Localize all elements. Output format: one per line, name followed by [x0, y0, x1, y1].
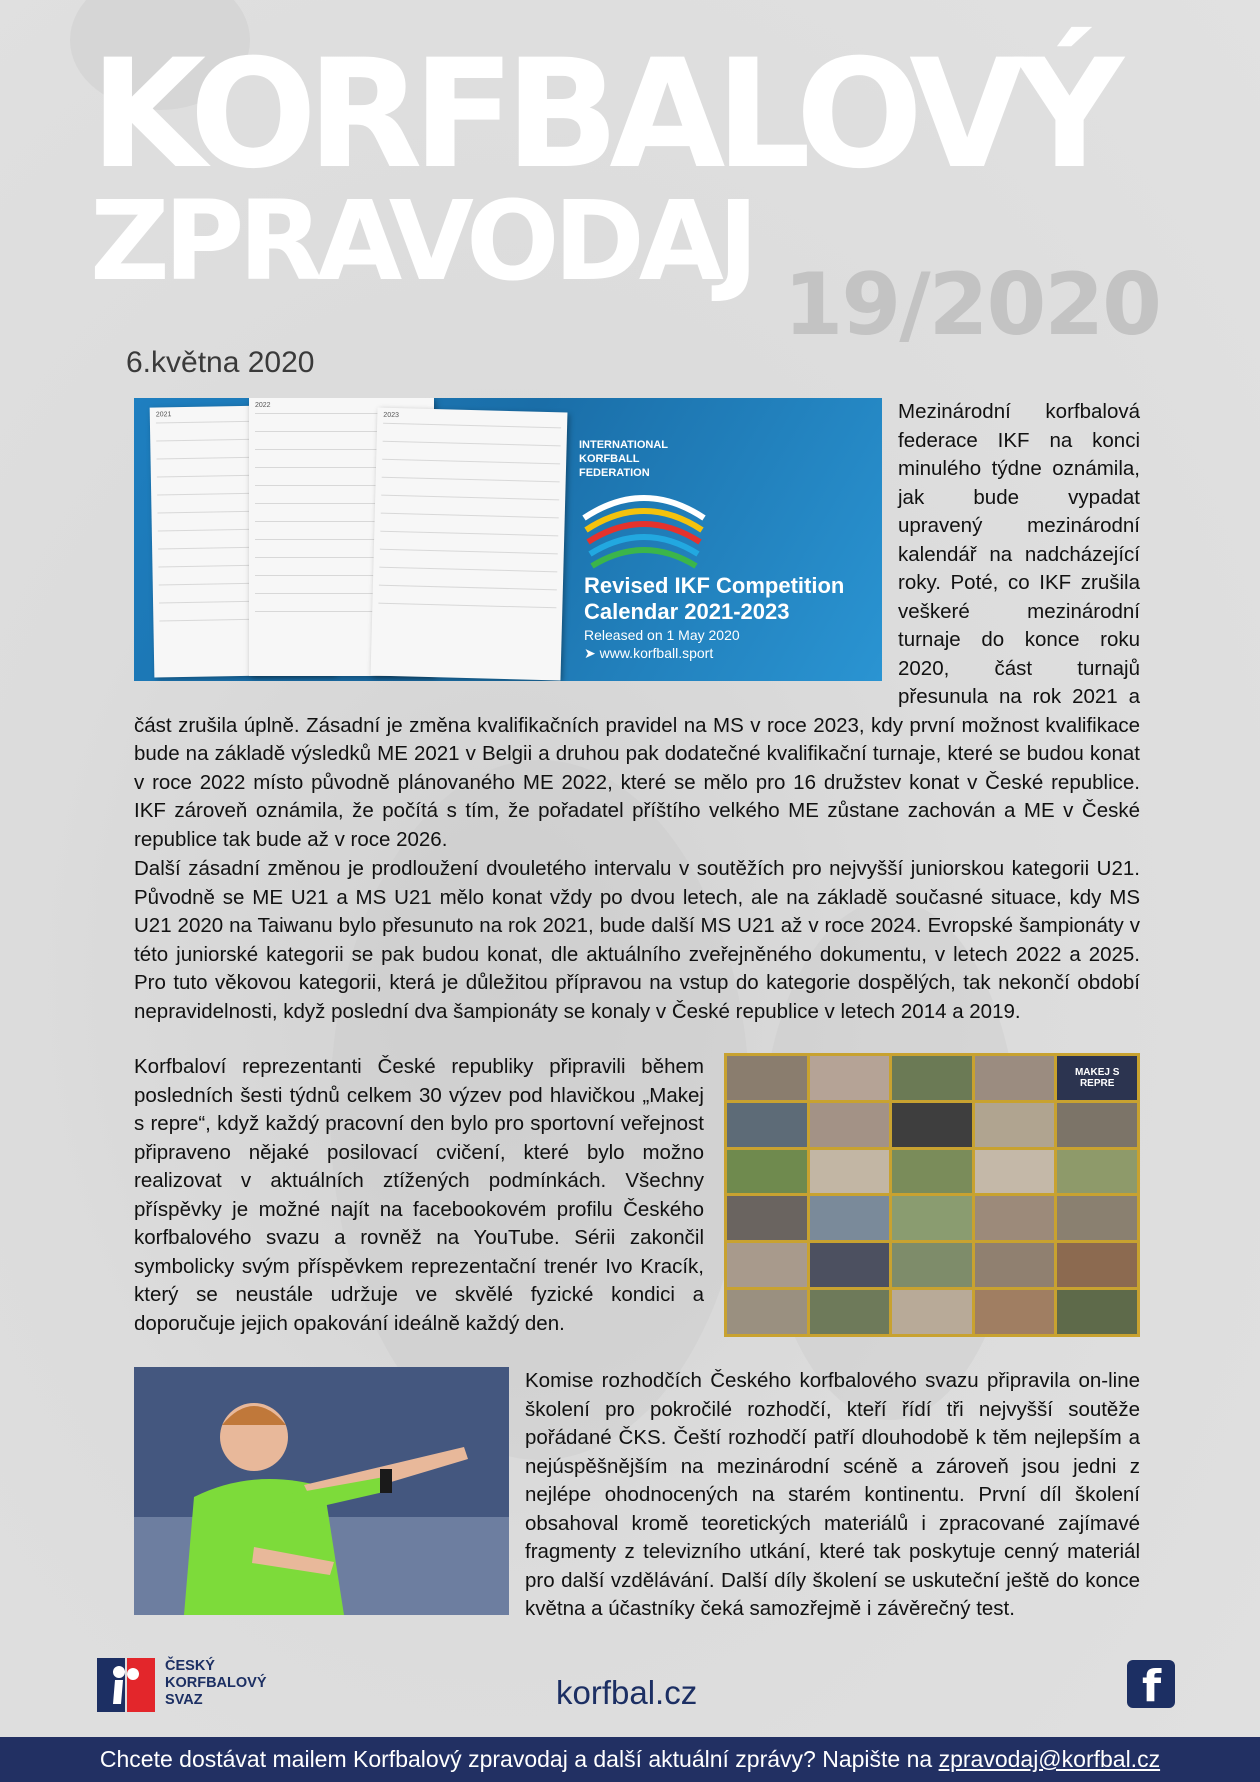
- photo-tile: [1057, 1150, 1137, 1194]
- article-text: Mezinárodní korfbalová federace IKF na konci minulého týdne oznámila, jak bude vypadat upravený mezinárodní kalendář na nadcházející roky. Poté, co IKF zrušila veškeré mezinárodní turnaje do konce roku 2020, část turnajů přesunula na rok 2021 a část zrušila úplně. Zásadní je změna kvalifikačních pravidel na MS v roce 2023, kdy první možnost kvalifikace bude na základě výsledků ME 2021 v Belgii a druhou pak dodatečné kvalifikační turnaje, které se budou konat v roce 2022 místo původně plánovaného ME 2022, které se mělo pro 16 družstev konat v České republice. IKF zároveň oznámila, že počítá s tím, že pořadatel příštího velkého ME zůstane zachován a ME v České republice tak bude až v roce 2026.: [134, 400, 1140, 851]
- photo-tile: [975, 1290, 1055, 1334]
- referee-figure: [134, 1367, 509, 1615]
- issue-number: 19/2020: [783, 255, 1160, 355]
- ikf-banner-subtitle: Released on 1 May 2020 ➤ www.korfball.sport: [584, 627, 740, 661]
- photo-tile: [975, 1243, 1055, 1287]
- photo-tile: [975, 1196, 1055, 1240]
- cks-logo-icon: [97, 1658, 155, 1712]
- ikf-calendar-image: [134, 398, 882, 681]
- photo-tile: [892, 1196, 972, 1240]
- article-text: Korfbaloví reprezentanti České republiky připravili během posledních šesti týdnů celkem 30 výzev pod hlavičkou „Makej s repre“, když každý pracovní den bylo pro sportovní veřejnost připraveno nějaké posilovací cvičení, které bylo možno realizovat v aktuálních ztížených podmínkách. Všechny příspěvky je možné najít na facebookovém profilu Českého korfbalového svazu a rovněž na YouTube. Sérii zakončil symbolicky svým příspěvkem reprezentační trenér Ivo Kracík, který se neustále udržuje ve skvělé fyzické kondici a doporučuje jejich opakování ideálně každý den.: [134, 1055, 704, 1335]
- cks-logo-text: ČESKÝ KORFBALOVÝ SVAZ: [165, 1658, 267, 1708]
- photo-tile: [727, 1150, 807, 1194]
- referee-photo: [134, 1367, 509, 1615]
- photo-tile: [892, 1150, 972, 1194]
- subscribe-text: Chcete dostávat mailem Korfbalový zpravodaj a další aktuální zprávy? Napište na: [99, 1746, 939, 1772]
- makej-s-repre-photo-grid: [724, 1053, 1140, 1337]
- photo-tile: [1057, 1290, 1137, 1334]
- photo-tile: [892, 1243, 972, 1287]
- subscribe-bar: [0, 1737, 1260, 1782]
- article-text: Další zásadní změnou je prodloužení dvouletého intervalu v soutěžích pro nejvyšší juniorskou kategorii U21. Původně se ME U21 a MS U21 mělo konat vždy po dvou letech, ale na základě současné situace, kdy MS U21 2020 na Taiwanu bylo přesunuto na rok 2021, bude další MS U21 až v roce 2024. Evropské šampionáty v této juniorské kategorii se pak budou konat, dle aktuálního zveřejněného dokumentu, v letech 2022 a 2025. Pro tuto věkovou kategorii, která je důležitou přípravou na vstup do kategorie dospělých, tak nekončí období nepravidelnosti, když poslední dva šampionáty se konaly v České republice v letech 2014 a 2019.: [134, 857, 1140, 1023]
- photo-tile: [810, 1103, 890, 1147]
- ikf-banner-title: Revised IKF Competition Calendar 2021-2023: [584, 573, 845, 624]
- calendar-sheet-year: 2023: [383, 411, 400, 420]
- article-ikf-calendar: [134, 398, 1140, 854]
- photo-tile: [727, 1243, 807, 1287]
- issue-date: 6.května 2020: [126, 346, 315, 379]
- subscribe-email-link[interactable]: zpravodaj@korfbal.cz: [938, 1746, 1161, 1772]
- photo-tile: [727, 1103, 807, 1147]
- article-referee-training: [134, 1367, 1140, 1624]
- photo-tile: [1057, 1103, 1137, 1147]
- photo-tile: [810, 1150, 890, 1194]
- calendar-sheet-year: 2021: [155, 411, 172, 419]
- photo-tile: [1057, 1196, 1137, 1240]
- photo-tile: [975, 1103, 1055, 1147]
- website-link[interactable]: korfbal.cz: [556, 1674, 698, 1711]
- photo-tile: [892, 1056, 972, 1100]
- photo-tile: [810, 1056, 890, 1100]
- photo-tile: [727, 1056, 807, 1100]
- facebook-icon[interactable]: f: [1127, 1660, 1175, 1708]
- photo-tile: [1057, 1243, 1137, 1287]
- photo-tile: [975, 1150, 1055, 1194]
- photo-tile: [810, 1196, 890, 1240]
- article-makej-s-repre: [134, 1053, 1140, 1341]
- photo-tile-badge: MAKEJ S REPRE: [1057, 1056, 1137, 1100]
- photo-tile: [892, 1103, 972, 1147]
- article-text: Komise rozhodčích Českého korfbalového svazu připravila on-line školení pro pokročilé rozhodčí, kteří řídí tři nejvyšší soutěže pořádané ČKS. Čeští rozhodčí patří dlouhodobě k těm nejlepším a nejúspěšnějším na mezinárodní scéně a zároveň jsou jedni z nejlépe ohodnocených na starém kontinentu. První díl školení obsahoval kromě teoretických materiálů i zpracované zajímavé fragmenty z televizního utkání, které tak poskytuje cenný materiál pro další vzdělávání. Další díly školení se uskuteční ještě do konce května a účastníky čeká samozřejmě i závěrečný test.: [525, 1369, 1140, 1620]
- calendar-sheet-2023: [371, 408, 568, 681]
- article-u21: [134, 855, 1140, 1026]
- photo-tile: [727, 1290, 807, 1334]
- photo-tile: [810, 1290, 890, 1334]
- photo-tile: [892, 1290, 972, 1334]
- masthead-title: KORFBALOVÝ: [90, 28, 1114, 202]
- photo-tile: [727, 1196, 807, 1240]
- calendar-sheet-year: 2022: [255, 402, 271, 409]
- ikf-logo-text: INTERNATIONAL KORFBALL FEDERATION: [579, 439, 669, 479]
- photo-tile: [810, 1243, 890, 1287]
- masthead-subtitle: ZPRAVODAJ: [90, 177, 753, 305]
- photo-tile: [975, 1056, 1055, 1100]
